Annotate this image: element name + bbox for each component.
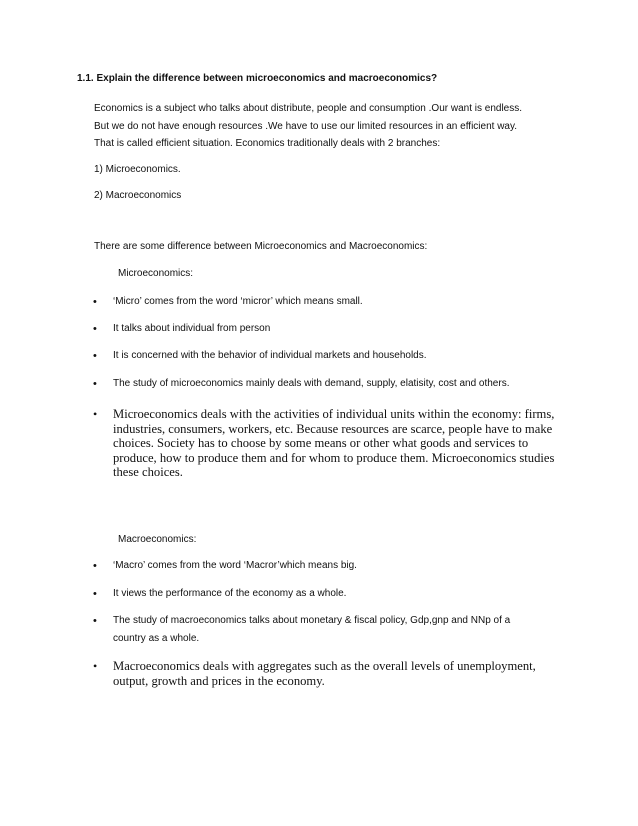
- difference-intro: There are some difference between Microeconomics and Macroeconomics:: [94, 241, 428, 252]
- macro-paragraph: Macroeconomics deals with aggregates such as the overall levels of unemployment, output, growth and prices in the economy.: [113, 659, 536, 688]
- intro-line-2: But we do not have enough resources .We have to use our limited resources in an efficient way.: [94, 121, 518, 132]
- bullet-icon: •: [93, 659, 98, 673]
- bullet-icon: •: [93, 350, 97, 362]
- branch-item-macro: 2) Macroeconomics: [94, 190, 182, 201]
- macro-bullet-text: The study of macroeconomics talks about monetary & fiscal policy, Gdp,gnp and NNp of a country as a whole.: [113, 615, 511, 644]
- micro-bullet-text: It is concerned with the behavior of individual markets and households.: [113, 350, 427, 361]
- bullet-icon: •: [93, 560, 97, 572]
- bullet-icon: •: [93, 378, 97, 390]
- question-heading: 1.1. Explain the difference between microeconomics and macroeconomics?: [77, 73, 438, 84]
- intro-line-1: Economics is a subject who talks about distribute, people and consumption .Our want is endless.: [94, 103, 523, 114]
- micro-heading: Microeconomics:: [118, 268, 194, 279]
- micro-bullet-text: ‘Micro’ comes from the word ‘micror’ which means small.: [113, 296, 363, 307]
- bullet-icon: •: [93, 407, 98, 421]
- macro-bullet-text: It views the performance of the economy as a whole.: [113, 588, 347, 599]
- micro-paragraph: Microeconomics deals with the activities of individual units within the economy: firms, industries, consumers, workers, etc. Because resources are scarce, people have to make choices. Society has to choose by some means or other what goods and services to produce, how to produce them and for whom to produce them. Microeconomics studies these choices.: [113, 407, 555, 480]
- branch-item-micro: 1) Microeconomics.: [94, 164, 181, 175]
- bullet-icon: •: [93, 323, 97, 335]
- bullet-icon: •: [93, 588, 97, 600]
- macro-heading: Macroeconomics:: [118, 534, 197, 545]
- micro-bullet-text: It talks about individual from person: [113, 323, 271, 334]
- micro-bullet-text: The study of microeconomics mainly deals with demand, supply, elatisity, cost and others.: [113, 378, 510, 389]
- intro-line-3: That is called efficient situation. Economics traditionally deals with 2 branches:: [94, 138, 441, 149]
- macro-bullet-text: ‘Macro’ comes from the word ‘Macror’which means big.: [113, 560, 357, 571]
- bullet-icon: •: [93, 615, 97, 627]
- bullet-icon: •: [93, 296, 97, 308]
